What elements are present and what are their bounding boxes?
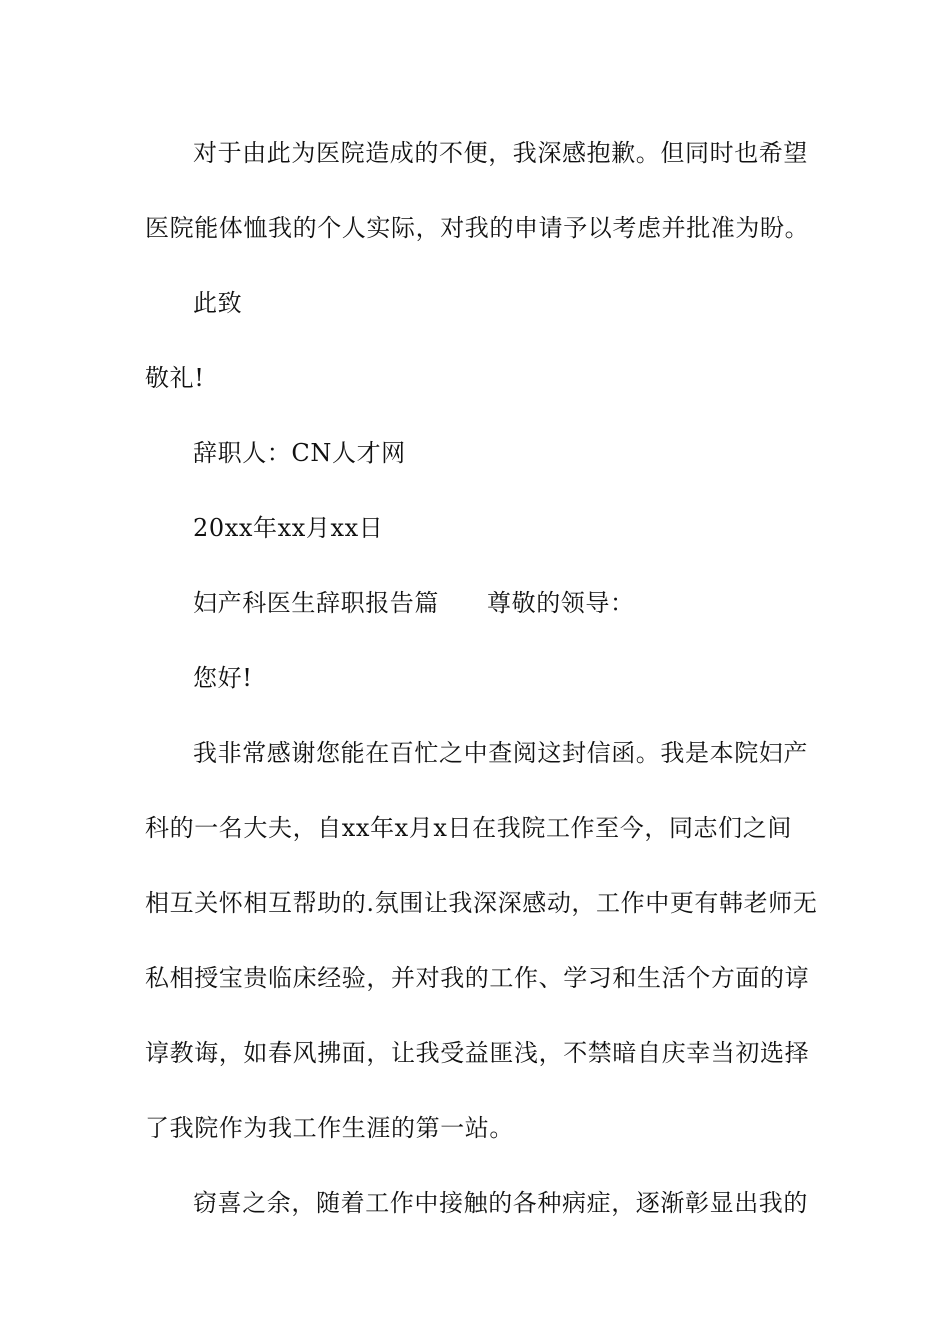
paragraph-line: 对于由此为医院造成的不便，我深感抱歉。但同时也希望 [193,139,808,167]
closing-regards: 敬礼! [145,364,205,392]
paragraph-line: 私相授宝贵临床经验，并对我的工作、学习和生活个方面的谆 [145,964,810,992]
paragraph-line: 医院能体恤我的个人实际，对我的申请予以考虑并批准为盼。 [145,214,810,242]
greeting: 您好! [193,664,253,692]
closing-salutation: 此致 [193,289,243,317]
signature-line: 辞职人：CN人才网 [193,439,406,467]
paragraph-line: 谆教诲，如春风拂面，让我受益匪浅，不禁暗自庆幸当初选择 [145,1039,810,1067]
section-heading-line [193,588,635,618]
section-title: 妇产科医生辞职报告篇 [193,589,439,617]
paragraph-line: 相互关怀相互帮助的.氛围让我深深感动，工作中更有韩老师无 [145,889,818,917]
date-line: 20xx年xx月xx日 [193,514,384,542]
paragraph-line: 科的一名大夫，自xx年x月x日在我院工作至今，同志们之间 [145,814,792,842]
paragraph-line: 了我院作为我工作生涯的第一站。 [145,1114,514,1142]
greeting-address: 尊敬的领导： [487,589,635,617]
paragraph-line: 我非常感谢您能在百忙之中查阅这封信函。我是本院妇产 [193,739,808,767]
paragraph-line: 窃喜之余，随着工作中接触的各种病症，逐渐彰显出我的 [193,1189,808,1217]
